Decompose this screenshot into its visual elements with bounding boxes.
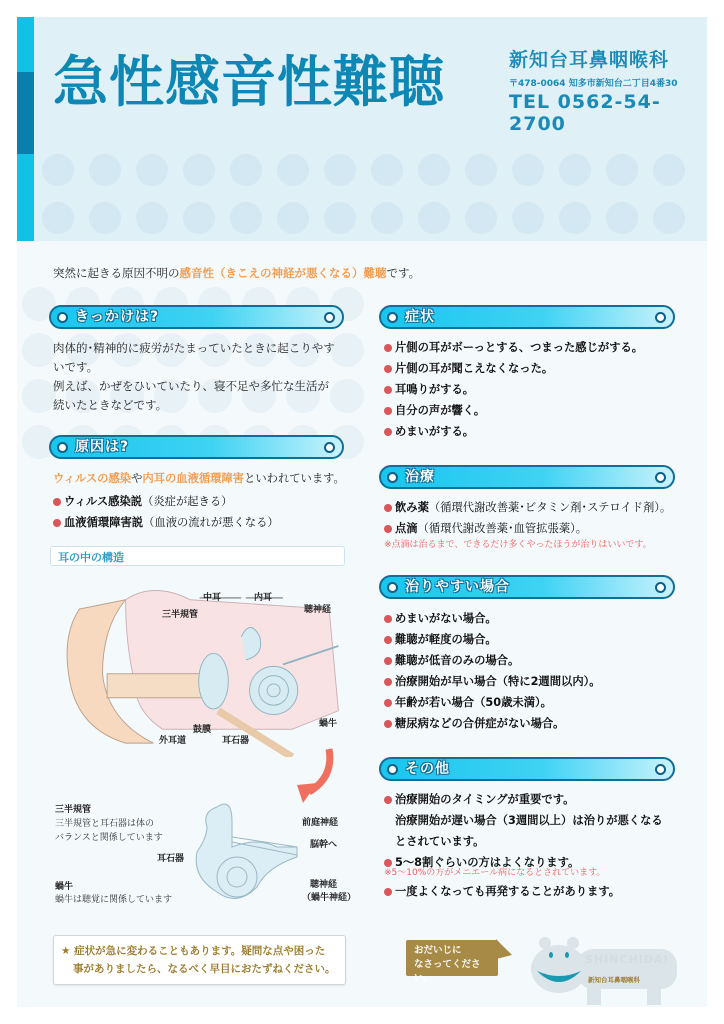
header-accent-bar-dark (17, 72, 34, 154)
text-line: 例えば、かぜをひいていたり、寝不足や多忙な生活が (53, 379, 329, 393)
list-item (384, 881, 704, 902)
circle-icon (655, 582, 666, 593)
item-bold: 点滴 (395, 522, 418, 535)
intro-highlight: 感音性（きこえの神経が悪くなる）難聴 (179, 266, 387, 280)
pattern-dot (230, 154, 262, 186)
pattern-dot (230, 202, 262, 234)
notice-line: ★ 症状が急に変わることもあります。疑問な点や困った (61, 945, 326, 957)
item-bold: ウィルス感染説 (64, 495, 143, 508)
item-normal: （循環代謝改善薬･血管拡張薬）。 (417, 522, 588, 535)
pattern-dot (465, 154, 497, 186)
circle-icon (324, 312, 335, 323)
pattern-dot (42, 154, 74, 186)
detail-label-vestibular-nerve: 前庭神経 (302, 818, 339, 828)
other-note: ※5～10%の方がメニエール病になるとされています。 (384, 868, 606, 878)
symptoms-list (384, 337, 694, 442)
good-prognosis-list (384, 608, 694, 734)
detail-label-auditory-nerve: 聴神経 (310, 880, 338, 890)
bubble-line: なさってください。 (414, 959, 481, 984)
pattern-dot (42, 202, 74, 234)
bubble-line: おだいじに (414, 945, 462, 956)
item-bold: 飲み薬 (395, 501, 429, 514)
item-text: 5～8割ぐらいの方はよくなります。 (395, 856, 580, 869)
item-text: 治療開始が遅い場合（3週間以上）は治りが悪くなる (395, 814, 663, 827)
header (17, 17, 707, 241)
circle-icon (387, 312, 398, 323)
label-cochlea: 蝸牛 (319, 719, 338, 729)
item-text: 耳鳴りがする。 (395, 383, 475, 396)
list-item (384, 337, 694, 358)
ear-structure-title: 耳の中の構造 (58, 551, 124, 564)
pattern-dot (89, 154, 121, 186)
bullet-icon (384, 344, 392, 352)
intro-suffix: です。 (386, 266, 421, 280)
circle-icon (655, 472, 666, 483)
list-item (384, 421, 694, 442)
item-text: めまいがない場合。 (395, 612, 497, 625)
list-item (384, 629, 694, 650)
cause-highlight-circulation: 内耳の血液循環障害 (142, 472, 245, 485)
bullet-icon (384, 428, 392, 436)
text-line: 三半規管と耳石器は体の (55, 819, 155, 829)
pattern-dot (22, 333, 56, 367)
item-text: 自分の声が響く。 (395, 404, 486, 417)
clinic-phone[interactable]: TEL 0562-54-2700 (509, 91, 661, 135)
other-list-2 (384, 881, 704, 902)
pattern-dot (89, 202, 121, 234)
pattern-dot (559, 202, 591, 234)
list-item (384, 497, 704, 518)
circle-icon (387, 764, 398, 775)
pattern-dot (22, 379, 56, 413)
label-otolith-organ: 耳石器 (222, 736, 250, 746)
circle-icon (387, 472, 398, 483)
item-text: 難聴が軽度の場合。 (395, 633, 497, 646)
list-item (53, 512, 353, 533)
bullet-icon (384, 720, 392, 728)
detail-desc-cochlea: 蝸牛は聴覚に関係しています (55, 895, 173, 905)
section-header-cause (49, 435, 344, 459)
list-item (53, 491, 353, 512)
pattern-dot (371, 154, 403, 186)
item-text: 糖尿病などの合併症がない場合。 (395, 717, 565, 730)
notice-line: 事がありましたら、なるべく早目におたずねください。 (73, 963, 336, 975)
pattern-dot (277, 202, 309, 234)
bullet-icon (384, 504, 392, 512)
intro-text (53, 265, 420, 281)
pattern-dot (371, 202, 403, 234)
text-line: 肉体的･精神的に疲労がたまっていたときに起こりやす (53, 341, 335, 355)
label-eardrum: 鼓膜 (193, 725, 212, 735)
pattern-dot (418, 202, 450, 234)
section-title: 症状 (405, 309, 435, 325)
item-text: めまいがする。 (395, 425, 475, 438)
header-dot-pattern (42, 154, 702, 238)
text: といわれています。 (244, 472, 345, 485)
section-header-good-prognosis (379, 575, 675, 599)
list-item (384, 400, 694, 421)
item-text: 片側の耳がボーっとする、つまった感じがする。 (395, 341, 644, 354)
label-inner-ear: 内耳 (254, 593, 273, 603)
pattern-dot (606, 154, 638, 186)
item-text: 治療開始が早い場合（特に2週間以内）。 (395, 675, 601, 688)
trigger-text (53, 339, 353, 415)
item-normal: （血液の流れが悪くなる） (143, 516, 279, 529)
bullet-icon (384, 859, 392, 867)
clinic-address: 〒478-0064 知多市新知台二丁目4番30 (509, 79, 678, 89)
list-item (384, 650, 694, 671)
pattern-dot (136, 202, 168, 234)
cause-lead (53, 469, 363, 488)
pattern-dot (277, 154, 309, 186)
list-item (384, 358, 694, 379)
section-title: 治りやすい場合 (405, 579, 510, 595)
pattern-dot (559, 154, 591, 186)
section-title: 治療 (405, 469, 435, 485)
list-item (384, 671, 694, 692)
bullet-icon (384, 636, 392, 644)
text-line: いです。 (53, 360, 99, 374)
section-header-other (379, 757, 675, 781)
bullet-icon (384, 699, 392, 707)
other-list (384, 789, 704, 873)
text-line: 続いたときなどです。 (53, 398, 168, 412)
detail-label-to-brainstem: 脳幹へ (310, 840, 338, 850)
treatment-list (384, 497, 704, 539)
list-item (384, 518, 704, 539)
cause-list (53, 491, 353, 533)
pattern-dot (512, 202, 544, 234)
list-item (384, 692, 694, 713)
item-normal: （循環代謝改善薬･ビタミン剤･ステロイド剤）。 (428, 501, 672, 514)
detail-label-cochlear-nerve: （蝸牛神経） (302, 893, 357, 903)
item-bold: 血液循環障害説 (64, 516, 144, 529)
text-line: バランスと関係しています (55, 833, 163, 843)
circle-icon (387, 582, 398, 593)
circle-icon (324, 442, 335, 453)
speech-bubble (406, 940, 498, 984)
detail-label-otolith: 耳石器 (157, 854, 185, 864)
bullet-icon (384, 365, 392, 373)
bullet-icon (53, 498, 61, 506)
pattern-dot (465, 202, 497, 234)
pattern-dot (418, 154, 450, 186)
intro-prefix: 突然に起きる原因不明の (53, 266, 180, 280)
pattern-dot (183, 154, 215, 186)
bullet-icon (384, 678, 392, 686)
pattern-dot (653, 202, 685, 234)
clinic-info (509, 47, 699, 135)
item-text: 片側の耳が聞こえなくなった。 (395, 362, 554, 375)
flyer-page (17, 17, 707, 1007)
cause-highlight-virus: ウィルスの感染 (53, 472, 132, 485)
item-text: 治療開始のタイミングが重要です。 (395, 793, 575, 806)
circle-icon (57, 442, 68, 453)
pattern-dot (512, 154, 544, 186)
bullet-icon (384, 657, 392, 665)
pattern-dot (324, 202, 356, 234)
text: や (131, 472, 143, 485)
list-item (384, 789, 704, 852)
list-item (384, 713, 694, 734)
mascot-wordmark: SHINCHIDAI (585, 953, 669, 966)
pattern-dot (324, 154, 356, 186)
bullet-icon (384, 386, 392, 394)
item-text: とされています。 (395, 835, 485, 848)
list-item (384, 608, 694, 629)
section-header-treatment (379, 465, 675, 489)
list-item (384, 379, 694, 400)
item-text: 難聴が低音のみの場合。 (395, 654, 520, 667)
treatment-note: ※点滴は治るまで、できるだけ多くやったほうが治りはいいです。 (384, 540, 652, 550)
bullet-icon (384, 615, 392, 623)
circle-icon (655, 312, 666, 323)
inner-ear-detail-diagram (187, 797, 307, 907)
section-title: 原因は? (75, 439, 130, 455)
detail-label-cochlea: 蝸牛 (55, 882, 74, 892)
pattern-dot (183, 202, 215, 234)
bullet-icon (384, 888, 392, 896)
item-text: 一度よくなっても再発することがあります。 (395, 885, 621, 898)
section-header-symptoms (379, 305, 675, 329)
section-title: その他 (405, 761, 450, 777)
page-title: 急性感音性難聴 (53, 50, 446, 114)
mascot-logo-text: 新知台耳鼻咽喉科 (588, 976, 640, 984)
label-semicircular-canals: 三半規管 (162, 610, 199, 620)
clinic-name: 新知台耳鼻咽喉科 (509, 49, 670, 71)
circle-icon (655, 764, 666, 775)
circle-icon (57, 312, 68, 323)
label-auditory-nerve: 聴神経 (304, 605, 332, 615)
item-text: 年齢が若い場合（50歳未満）。 (395, 696, 552, 709)
ear-structure-header (50, 546, 345, 566)
hippo-mascot-icon (527, 935, 687, 1005)
bullet-icon (384, 525, 392, 533)
detail-label-semicircular: 三半規管 (55, 805, 92, 815)
pattern-dot (606, 202, 638, 234)
bullet-icon (384, 407, 392, 415)
pattern-dot (653, 154, 685, 186)
pattern-dot (136, 154, 168, 186)
bullet-icon (53, 519, 61, 527)
detail-desc-semicircular (55, 817, 163, 845)
label-middle-ear: 中耳 (203, 593, 222, 603)
notice-box (53, 935, 346, 985)
section-title: きっかけは? (75, 309, 160, 325)
label-ear-canal: 外耳道 (159, 736, 187, 746)
item-normal: （炎症が起きる） (142, 495, 233, 508)
bullet-icon (384, 796, 392, 804)
section-header-trigger (49, 305, 344, 329)
